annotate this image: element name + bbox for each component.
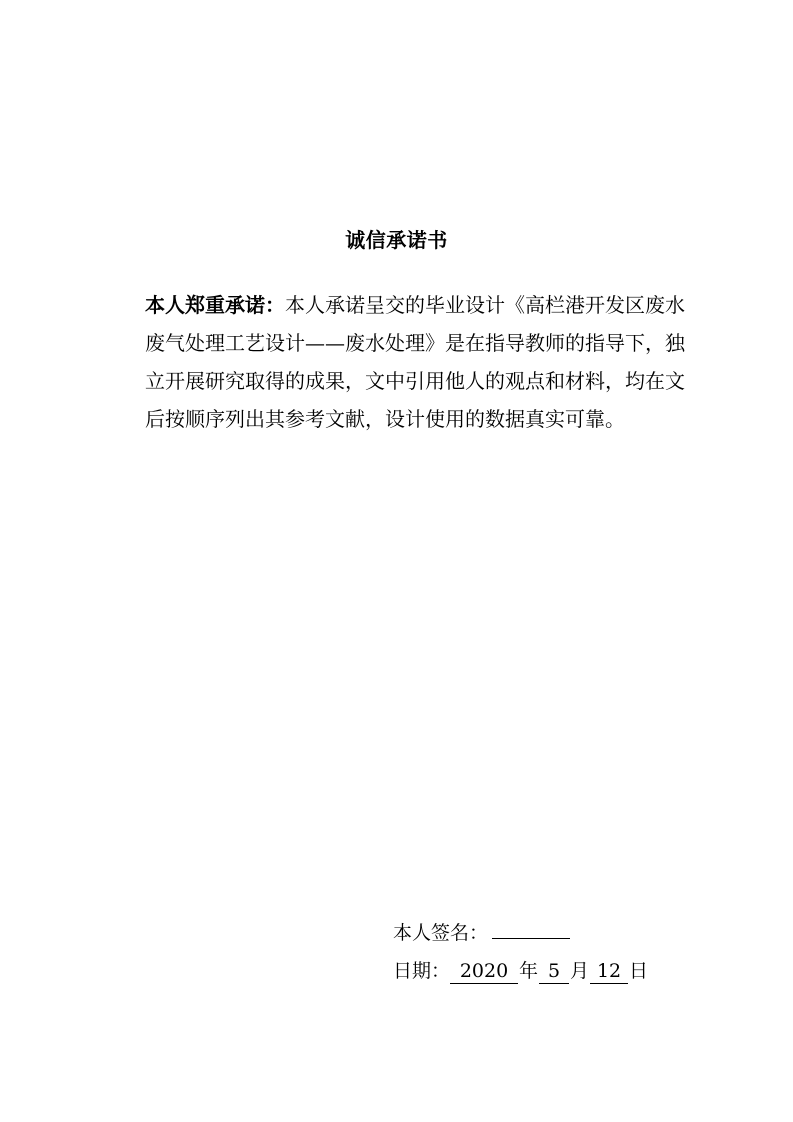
date-year-unit: 年 bbox=[519, 960, 539, 982]
statement-lead: 本人郑重承诺： bbox=[145, 293, 285, 317]
date-month-unit: 月 bbox=[570, 960, 590, 982]
statement-line-1-text: 本人承诺呈交的毕业设计《高栏港开发区废水 bbox=[285, 293, 685, 317]
statement-line-2: 废气处理工艺设计——废水处理》是在指导教师的指导下，独 bbox=[145, 331, 685, 355]
signature-block bbox=[393, 914, 649, 990]
date-label: 日期： bbox=[393, 960, 451, 982]
statement-line-4: 后按顺序列出其参考文献，设计使用的数据真实可靠。 bbox=[145, 407, 625, 431]
date-row bbox=[393, 952, 649, 990]
date-day-unit: 日 bbox=[629, 960, 649, 982]
signature-label: 本人签名： bbox=[393, 922, 489, 944]
page-title: 诚信承诺书 bbox=[345, 228, 448, 252]
date-year-field[interactable]: 2020 bbox=[450, 959, 518, 984]
signature-row bbox=[393, 914, 649, 952]
date-month-field[interactable]: 5 bbox=[539, 959, 569, 984]
date-day-field[interactable]: 12 bbox=[590, 959, 628, 984]
signature-field[interactable] bbox=[492, 916, 570, 939]
statement-line-1 bbox=[145, 286, 685, 324]
integrity-statement bbox=[145, 286, 685, 438]
statement-line-3: 立开展研究取得的成果，文中引用他人的观点和材料，均在文 bbox=[145, 369, 685, 393]
